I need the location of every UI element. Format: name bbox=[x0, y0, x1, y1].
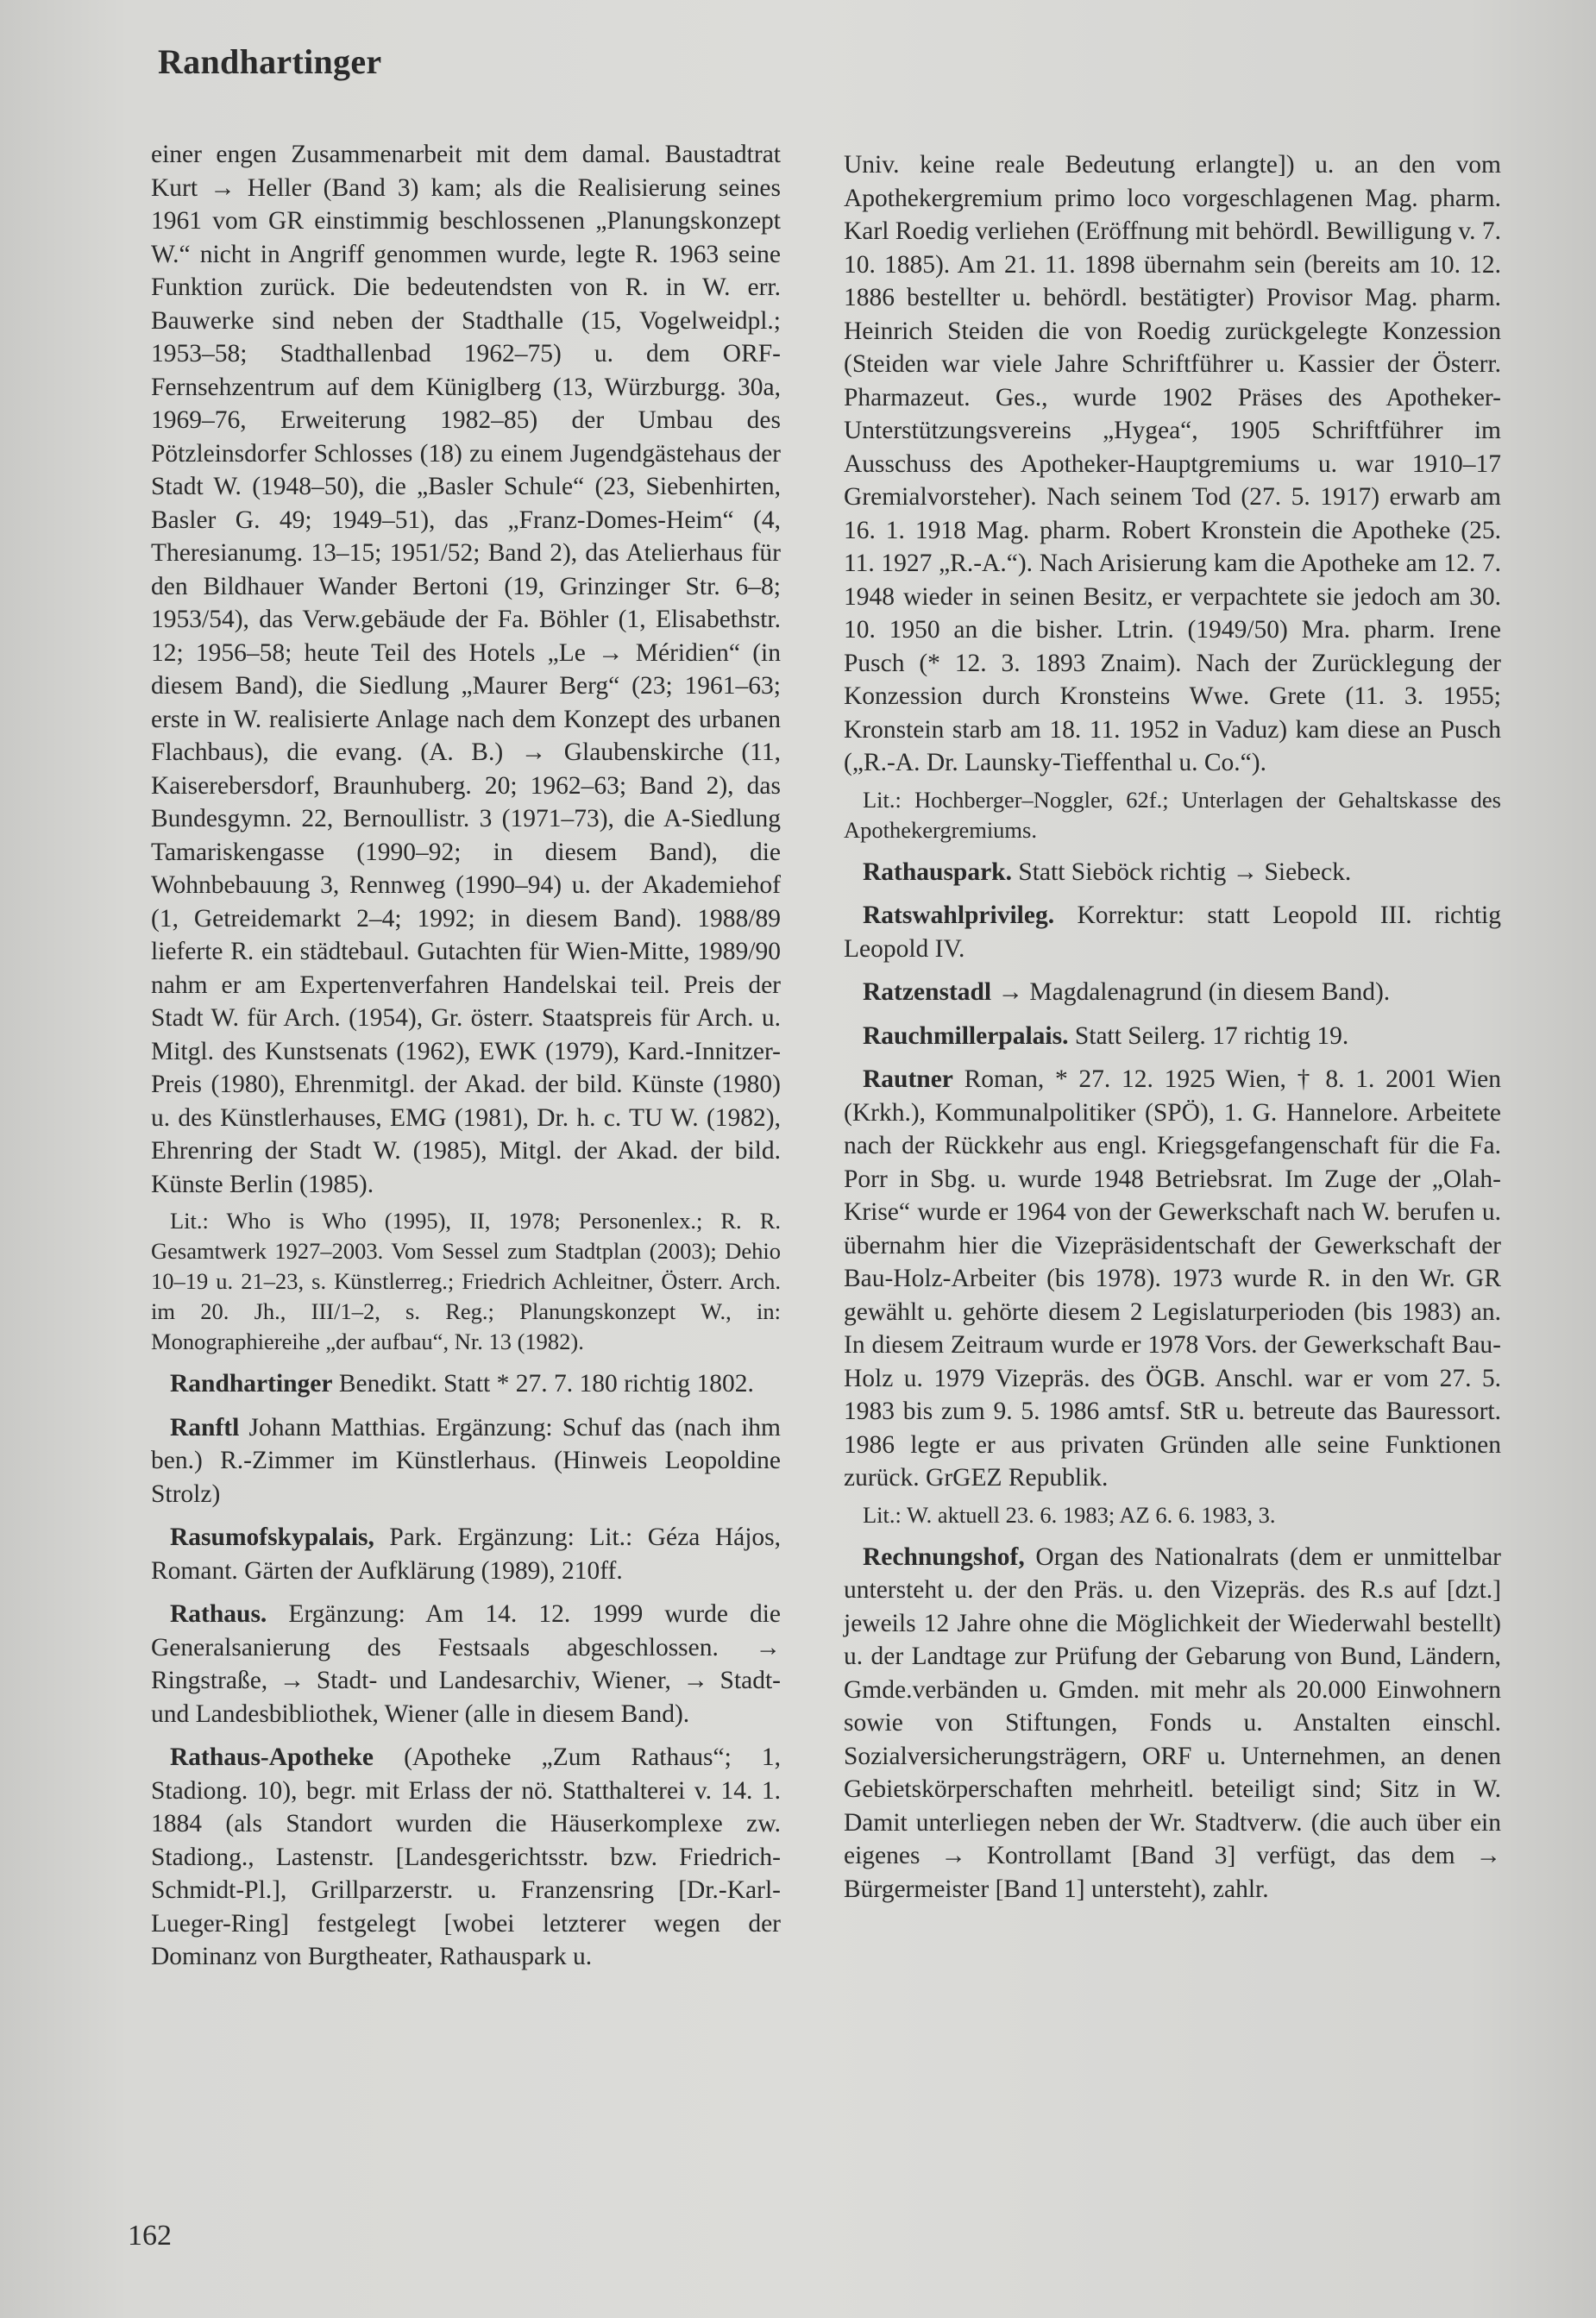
left-column bbox=[151, 138, 781, 1974]
entry-randhartinger bbox=[151, 1367, 781, 1401]
entry-text: Statt Sieböck richtig → Siebeck. bbox=[1018, 857, 1352, 886]
literature-note: Lit.: Hochberger–Noggler, 62f.; Unterlagen der Gehaltskasse des Apothekergremiums. bbox=[844, 786, 1501, 843]
entry-headword: Ratswahlprivileg. bbox=[863, 901, 1055, 929]
continued-paragraph: Univ. keine reale Bedeutung erlangte]) u. an den vom Apothekergremium primo loco vorgeschlagenen Mag. pharm. Karl Roedig verliehen (Eröffnung mit behördl. Bewilligung v. 7. 10. 1885). Am 21. 11. 1898 übernahm sein (bereits am 10. 12. 1886 bestellter u. behördl. bestätigter) Provisor Mag. pharm. Heinrich Steiden die von Roedig zurückgelegte Konzession (Steiden war viele Jahre Schriftführer u. Kassier der Österr. Pharmazeut. Ges., wurde 1902 Präses des Apotheker-Unterstützungsvereins „Hygea“, 1905 Schriftführer im Ausschuss des Apotheker-Hauptgremiums u. war 1910–17 Gremialvorsteher). Nach seinem Tod (27. 5. 1917) erwarb am 16. 1. 1918 Mag. pharm. Robert Kronstein die Apotheke (25. 11. 1927 „R.-A.“). Nach Arisierung kam die Apotheke am 12. 7. 1948 wieder in seinen Besitz, er verpachtete sie jedoch am 30. 10. 1950 an die bisher. Ltrin. (1949/50) Mra. pharm. Irene Pusch (* 12. 3. 1893 Znaim). Nach der Zurücklegung der Konzession durch Kronsteins Wwe. Grete (11. 3. 1955; Kronstein starb am 18. 11. 1952 in Vaduz) kam diese an Pusch („R.-A. Dr. Launsky-Tieffenthal u. Co.“). bbox=[844, 151, 1501, 776]
entry-headword: Rauchmillerpalais. bbox=[863, 1021, 1069, 1050]
running-head: Randhartinger bbox=[158, 42, 382, 81]
entry-rathaus bbox=[151, 1598, 781, 1731]
entry-headword: Rasumofskypalais, bbox=[170, 1523, 374, 1551]
entry-text: Johann Matthias. Ergänzung: Schuf das (nach ihm ben.) R.-Zimmer im Künstlerhaus. (Hinweis Leopoldine Strolz) bbox=[151, 1413, 781, 1508]
entry-ranftl bbox=[151, 1411, 781, 1511]
entry-text: → Magdalenagrund (in diesem Band). bbox=[997, 978, 1391, 1006]
page-number: 162 bbox=[128, 2220, 172, 2252]
literature-note: Lit.: Who is Who (1995), II, 1978; Personenlex.; R. R. Gesamtwerk 1927–2003. Vom Sessel zum Stadtplan (2003); Dehio 10–19 u. 21–23, s. Künstlerreg.; Friedrich Achleitner, Österr. Arch. im 20. Jh., III/1–2, s. Reg.; Planungskonzept W., in: Monographiereihe „der aufbau“, Nr. 13 (1982). bbox=[151, 1208, 781, 1354]
entry-text: Statt Seilerg. 17 richtig 19. bbox=[1074, 1021, 1349, 1050]
entry-rechnungshof bbox=[844, 1541, 1501, 1907]
entry-text: Organ des Nationalrats (dem er unmittelbar untersteht u. der den Präs. u. den Vizepräs. des R.s auf [dzt.] jeweils 12 Jahre ohne die Möglichkeit der Wiederwahl bestellt) u. der Landtage zur Prüfung der Gebarung von Bund, Ländern, Gmde.verbänden u. Gmden. mit mehr als 20.000 Einwohnern sowie von Stiftungen, Fonds u. Anstalten einschl. Sozialversicherungsträgern, ORF u. Unternehmen, an denen Gebietskörperschaften mehrheitl. beteiligt sind; Sitz in W. Damit unterliegen neben der Wr. Stadtverw. (die auch über ein eigenes → Kontrollamt [Band 3] verfügt, das dem → Bürgermeister [Band 1] untersteht), zahlr. bbox=[844, 1542, 1501, 1903]
entry-headword: Rathaus-Apotheke bbox=[170, 1743, 374, 1771]
entry-ratswahlprivileg bbox=[844, 899, 1501, 965]
literature-note: Lit.: W. aktuell 23. 6. 1983; AZ 6. 6. 1983, 3. bbox=[863, 1501, 1276, 1528]
entry-text: Ergänzung: Am 14. 12. 1999 wurde die Generalsanierung des Festsaals abgeschlossen. → Ringstraße, → Stadt- und Landesarchiv, Wiener, → Stadt- und Landesbibliothek, Wiener (alle in diesem Band). bbox=[151, 1600, 782, 1728]
entry-text: (Apotheke „Zum Rathaus“; 1, Stadiong. 10), begr. mit Erlass der nö. Statthalterei v. 14. 1. 1884 (als Standort wurden die Häuserkomplexe zw. Stadiong., Lastenstr. [Landesgerichtsstr. bzw. Friedrich-Schmidt-Pl.], Grillparzerstr. u. Franzensring [Dr.-Karl-Lueger-Ring] festgelegt [wobei letzterer wegen der Dominanz von Burgtheater, Rathauspark u. bbox=[151, 1743, 781, 1970]
entry-ratzenstadl bbox=[844, 976, 1501, 1009]
entry-headword: Randhartinger bbox=[170, 1370, 333, 1398]
entry-headword: Rathaus. bbox=[170, 1600, 267, 1628]
right-column bbox=[844, 148, 1501, 1906]
entry-headword: Rathauspark. bbox=[863, 857, 1012, 886]
entry-headword: Rautner bbox=[863, 1065, 953, 1093]
entry-headword: Ranftl bbox=[170, 1413, 240, 1442]
entry-text: Benedikt. Statt * 27. 7. 180 richtig 1802. bbox=[338, 1370, 754, 1398]
entry-text: Park. Ergänzung: Lit.: Géza Hájos, Romant. Gärten der Aufklärung (1989), 210ff. bbox=[151, 1523, 781, 1585]
entry-text: Roman, * 27. 12. 1925 Wien, † 8. 1. 2001 Wien (Krkh.), Kommunalpolitiker (SPÖ), 1. G. Hannelore. Arbeitete nach der Rückkehr aus engl. Kriegsgefangenschaft für die Fa. Porr in Sbg. u. wurde 1948 Betriebsrat. Im Zuge der „Olah-Krise“ wurde er 1964 von der Gewerkschaft nach W. berufen u. übernahm hier die Vizepräsidentschaft der Gewerkschaft der Bau-Holz-Arbeiter (bis 1978). 1973 wurde R. in den Wr. GR gewählt u. gehörte diesem 2 Legislaturperioden (bis 1983) an. In diesem Zeitraum wurde er 1978 Vors. der Gewerkschaft Bau-Holz u. 1979 Vizepräs. des ÖGB. Anschl. war er vom 27. 5. 1983 bis zum 9. 5. 1986 amtsf. StR u. betreute das Bauressort. 1986 legte er aus privaten Gründen alle seine Funktionen zurück. GrGEZ Republik. bbox=[844, 1065, 1502, 1492]
entry-headword: Rechnungshof, bbox=[863, 1542, 1025, 1571]
entry-rathaus-apotheke bbox=[151, 1741, 781, 1974]
entry-rasumofskypalais bbox=[151, 1521, 781, 1587]
entry-rathauspark bbox=[844, 856, 1501, 889]
entry-headword: Ratzenstadl bbox=[863, 978, 992, 1006]
continued-paragraph: einer engen Zusammenarbeit mit dem damal. Baustadtrat Kurt → Heller (Band 3) kam; als die Realisierung seines 1961 vom GR einstimmig beschlossenen „Planungskonzept W.“ nicht in Angriff genommen wurde, legte R. 1963 seine Funktion zurück. Die bedeutendsten von R. in W. err. Bauwerke sind neben der Stadthalle (15, Vogelweidpl.; 1953–58; Stadthallenbad 1962–75) u. dem ORF-Fernsehzentrum auf dem Küniglberg (13, Würzburgg. 30a, 1969–76, Erweiterung 1982–85) der Umbau des Pötzleinsdorfer Schlosses (18) zu einem Jugendgästehaus der Stadt W. (1948–50), die „Basler Schule“ (23, Siebenhirten, Basler G. 49; 1949–51), das „Franz-Domes-Heim“ (4, Theresianumg. 13–15; 1951/52; Band 2), das Atelierhaus für den Bildhauer Wander Bertoni (19, Grinzinger Str. 6–8; 1953/54), das Verw.gebäude der Fa. Böhler (1, Elisabethstr. 12; 1956–58; heute Teil des Hotels „Le → Méridien“ (in diesem Band), die Siedlung „Maurer Berg“ (23; 1961–63; erste in W. realisierte Anlage nach dem Konzept des urbanen Flachbaus), die evang. (A. B.) → Glaubenskirche (11, Kaiserebersdorf, Braunhuberg. 20; 1962–63; Band 2), das Bundesgymn. 22, Bernoullistr. 3 (1971–73), die A-Siedlung Tamariskengasse (1990–92; in diesem Band), die Wohnbebauung 3, Rennweg (1990–94) u. der Akademiehof (1, Getreidemarkt 2–4; 1992; in diesem Band). 1988/89 lieferte R. ein städtebaul. Gutachten für Wien-Mitte, 1989/90 nahm er am Expertenverfahren Handelskai teil. Preis der Stadt W. für Arch. (1954), Gr. österr. Staatspreis für Arch. u. Mitgl. des Kunstsenats (1962), EWK (1979), Kard.-Innitzer-Preis (1980), Ehrenmitgl. der Akad. der bild. Künste (1980) u. des Künstlerhauses, EMG (1981), Dr. h. c. TU W. (1982), Ehrenring der Stadt W. (1985), Mitgl. der Akad. der bild. Künste Berlin (1985). bbox=[151, 141, 781, 1198]
entry-text: Korrektur: statt Leopold III. richtig Leopold IV. bbox=[844, 901, 1501, 963]
entry-rautner bbox=[844, 1063, 1501, 1495]
entry-rauchmillerpalais bbox=[844, 1020, 1501, 1053]
